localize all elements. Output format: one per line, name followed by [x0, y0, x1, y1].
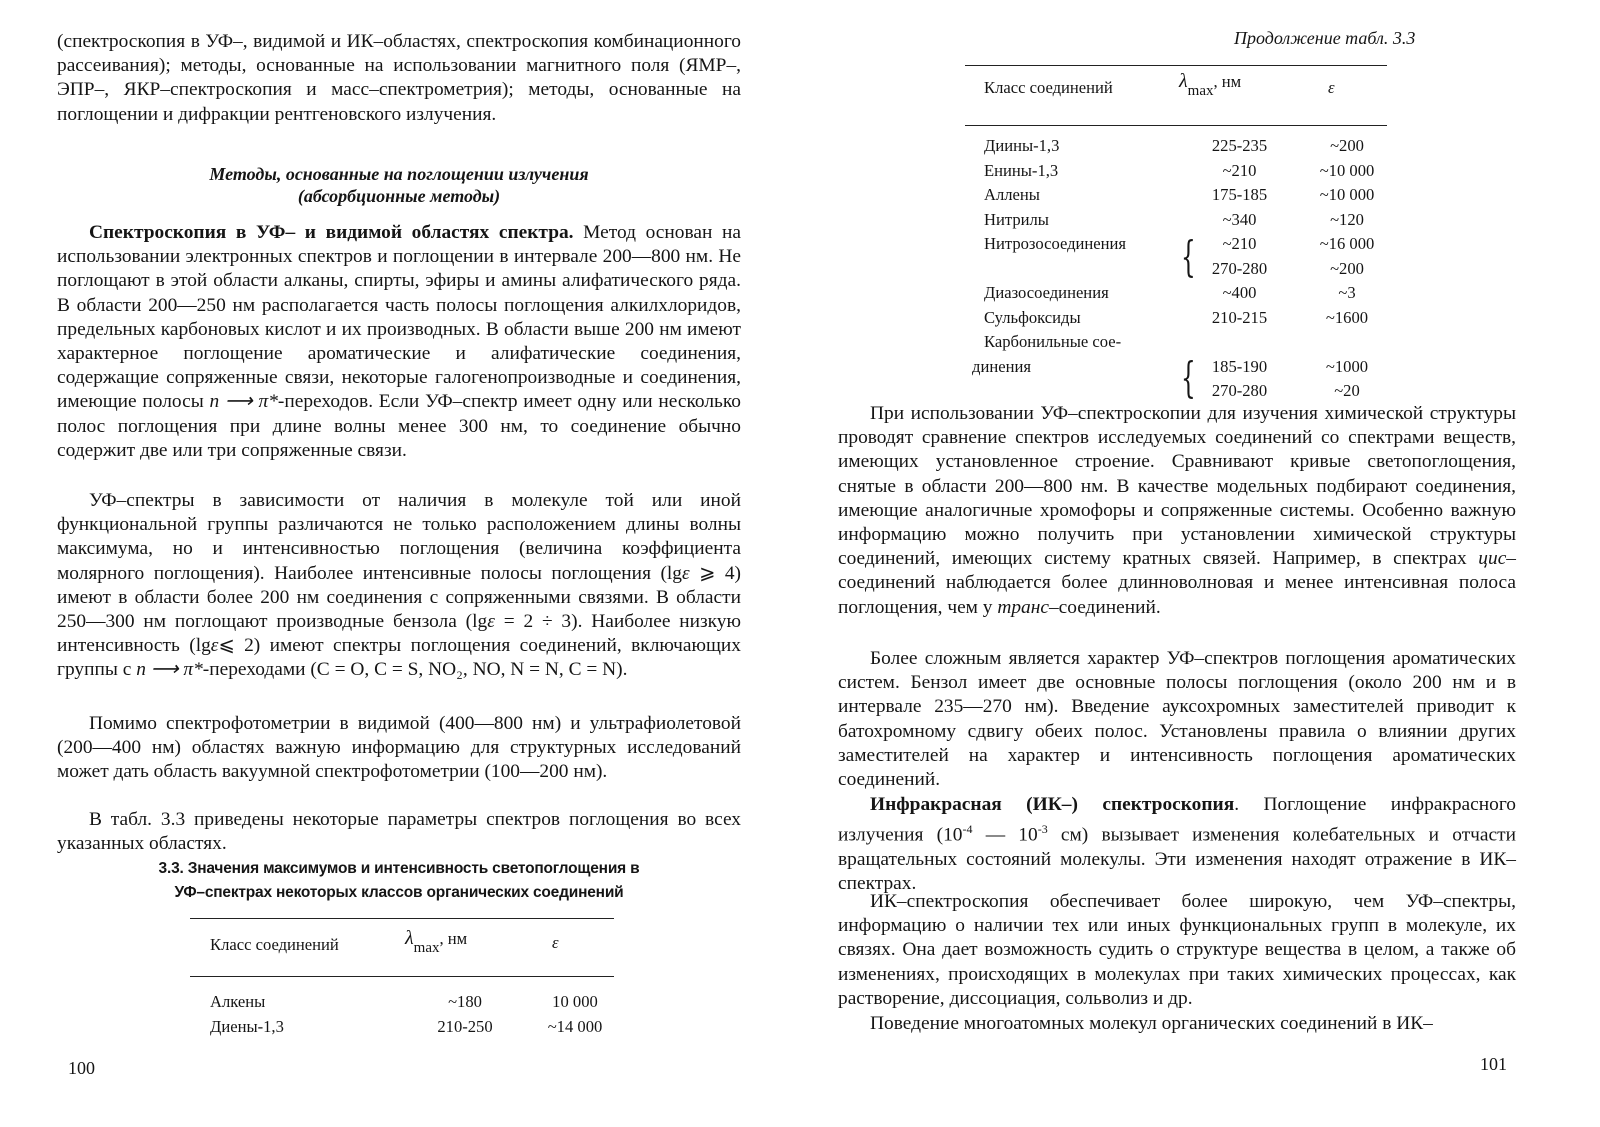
- table-header-class: Класс соединений: [984, 78, 1113, 97]
- class-cell: Нитрозосоединения: [984, 234, 1127, 254]
- class-cell: Нитрилы: [984, 209, 1049, 229]
- last-paragraph: Поведение многоатомных молекул органических соединений в ИК–: [870, 1013, 1433, 1034]
- table-row: [972, 208, 1397, 233]
- eps-cell: [1297, 330, 1397, 355]
- table-row: [210, 1015, 625, 1040]
- transition-symbol: n ⟶ π*: [209, 391, 278, 413]
- table-row: [972, 159, 1397, 184]
- lambda-cell: [1182, 330, 1297, 355]
- cmp-text-a: При использовании УФ–спектроскопии для изучения химической структуры проводят сравнение спектров исследуемых соединений со спектрами веществ, имеющих установленное строение. Сравнивают кривые светопоглощения, снятые в области 200—800 нм. В качестве модельных подбирают соединения, имеющие аналогичные хромофоры и сопряженные системы. Особенно важную информацию можно получить при установлении химической структуры соединений, имеющих систему кратных связей. Например, в спектрах: [838, 403, 1516, 570]
- class-cell: [972, 257, 1182, 282]
- class-cell: Аллены: [984, 185, 1040, 205]
- table-header-lambda: [405, 927, 468, 956]
- eps-cell: ~10 000: [1319, 160, 1375, 180]
- page-number: 101: [1480, 1054, 1507, 1074]
- table-header-rule: [965, 125, 1387, 126]
- uv-spectra-paragraph: [57, 489, 741, 683]
- uv-text-b: -переходов. Если УФ–спектр имеет одну или несколько полос поглощения при длине волны менее 300 нм, то соединение обычно содержит две или три сопряженные связи.: [57, 391, 741, 461]
- table-top-rule: [190, 918, 614, 919]
- cmp-text-b: –соединений наблюдается более длинноволновая и менее интенсивная полоса поглощения, чем у: [838, 548, 1516, 618]
- lambda-subscript: max: [1187, 83, 1214, 99]
- class-cell: [972, 379, 1182, 404]
- table-header-lambda: [1179, 70, 1242, 99]
- ir-info-paragraph: ИК–спектроскопия обеспечивает более широкую, чем УФ–спектры, информацию о наличии тех или иных функциональных групп в молекуле, их связях. Она дает возможность судить о структуре вещества в целом, а также об изменениях, происходящих в молекулах при таких химических процессах, как растворение, диссоциация, сольволиз и др.: [838, 891, 1516, 1009]
- eps-symbol: ε: [210, 635, 219, 657]
- eps-symbol: ε: [487, 611, 495, 633]
- class-cell: Диины-1,3: [984, 136, 1060, 156]
- class-cell: Диены-1,3: [210, 1016, 284, 1036]
- class-cell: Карбонильные сое-: [984, 332, 1122, 352]
- lambda-symbol: λ: [405, 927, 414, 949]
- table-row: [972, 330, 1397, 355]
- uvs-text-b: ⩾ 4) имеют в области более 200 нм соединения с сопряженными связями. В области 250—300 нм поглощают производные бензола (lg: [57, 562, 741, 633]
- cmp-text-c: –соединений.: [1048, 596, 1161, 618]
- page-number: 100: [68, 1058, 95, 1078]
- table-header-eps: ε: [552, 933, 559, 952]
- class-cell: динения: [972, 356, 1031, 376]
- uvs-text-e: -переходами (C = O, C = S, NO₂, NO, N = N, C = N).: [202, 659, 628, 681]
- comparison-paragraph: [838, 402, 1516, 620]
- ir-text-a: . Поглощение инфракрасного излучения (10: [838, 794, 1516, 846]
- lambda-cell: ~340: [1222, 209, 1257, 229]
- eps-cell: ~3: [1338, 283, 1356, 303]
- table-caption-line1: 3.3. Значения максимумов и интенсивность светопоглощения в: [158, 860, 640, 877]
- uv-paragraph: [57, 221, 741, 463]
- uvs-text-c: = 2 ÷ 3). Наиболее низкую интенсивность (lg: [57, 611, 741, 657]
- lambda-cell: ~210: [1222, 160, 1257, 180]
- table-caption-line2: УФ–спектрах некоторых классов органических соединений: [174, 884, 624, 901]
- lambda-unit: , нм: [1213, 72, 1242, 91]
- lambda-cell: 270-280: [1211, 258, 1268, 278]
- eps-cell: ~20: [1334, 381, 1360, 401]
- ir-text-c: см) вызывает изменения колебательных и отчасти вращательных состояний молекулы. Эти изменения находят отражение в ИК–спектрах.: [838, 824, 1516, 895]
- lambda-cell: 185-190: [1211, 356, 1268, 376]
- table-top-rule: [965, 65, 1387, 66]
- ir-exponent: -4: [962, 822, 973, 837]
- table-row: [210, 990, 625, 1015]
- table-row: [972, 306, 1397, 331]
- lambda-cell: ~180: [448, 992, 482, 1012]
- carbonyl-brace: {: [1181, 353, 1196, 402]
- lambda-unit: , нм: [439, 929, 468, 948]
- uv-table: [210, 990, 625, 1039]
- lambda-cell: 270-280: [1211, 381, 1268, 401]
- transition-symbol: n ⟶ π*: [136, 659, 203, 681]
- eps-cell: ~1600: [1325, 307, 1369, 327]
- trans-term: транс: [997, 596, 1049, 618]
- class-cell: Сульфоксиды: [984, 307, 1081, 327]
- eps-cell: ~10 000: [1319, 185, 1375, 205]
- eps-cell: ~1000: [1325, 356, 1369, 376]
- uv-term: Спектроскопия в УФ– и видимой областях спектра.: [89, 222, 574, 243]
- lambda-subscript: max: [413, 940, 440, 956]
- table-row: [972, 281, 1397, 306]
- eps-cell: ~16 000: [1319, 234, 1375, 254]
- section-heading: [57, 163, 741, 207]
- table-header-class: Класс соединений: [210, 935, 339, 954]
- eps-symbol: ε: [682, 562, 690, 584]
- ir-text-b: — 10: [972, 824, 1038, 846]
- uv-text-a: Метод основан на использовании электронных спектров и поглощении в интервале 200—800 нм. Не поглощают в этой области алканы, спирты, эфиры и амины алифатического ряда. В области 200—250 нм располагается часть полосы поглощения алкилхлоридов, предельных карбоновых кислот и их производных. В области выше 200 нм имеют характерное поглощение ароматические и алифатические соединения, содержащие сопряженные связи, некоторые галогенопроизводные и соединения, имеющие полосы: [57, 222, 741, 413]
- aromatic-paragraph: Более сложным является характер УФ–спектров поглощения ароматических систем. Бензол имеет две основные полосы поглощения (около 200 нм и в интервале 235—270 нм). Введение ауксохромных заместителей приводит к батохромному сдвигу обеих полос. Установлены правила о влиянии других заместителей на характер и интенсивность поглощения ароматических соединений.: [838, 648, 1516, 791]
- cis-term: цис: [1478, 548, 1507, 570]
- table-header-rule: [190, 976, 614, 977]
- table-header-eps: ε: [1328, 78, 1335, 97]
- uvs-text-d: ⩽ 2) имеют спектры поглощения соединений, включающих группы с: [57, 635, 741, 681]
- eps-cell: 10 000: [552, 992, 598, 1012]
- eps-cell: ~120: [1330, 209, 1364, 229]
- class-cell: Алкены: [210, 992, 266, 1012]
- uvs-text-a: УФ–спектры в зависимости от наличия в молекуле той или иной функциональной группы различаются не только расположением длины волны максимума, но и интенсивностью поглощения (величина коэффициента молярного поглощения). Наиболее интенсивные полосы поглощения (lg: [57, 490, 741, 584]
- nitroso-brace: {: [1181, 232, 1196, 281]
- continued-label: Продолжение табл. 3.3: [1234, 28, 1416, 48]
- right-page: [800, 0, 1600, 1127]
- eps-cell: ~14 000: [547, 1016, 603, 1036]
- table-ref-paragraph: В табл. 3.3 приведены некоторые параметры спектров поглощения во всех указанных областях.: [57, 809, 741, 855]
- ir-paragraph: [838, 793, 1516, 896]
- section-heading-line1: Методы, основанные на поглощении излучения: [209, 164, 589, 184]
- lambda-cell: ~400: [1222, 283, 1257, 303]
- class-cell: Енины-1,3: [984, 160, 1059, 180]
- section-heading-line2: (абсорбционные методы): [297, 186, 501, 206]
- lambda-cell: 175-185: [1211, 185, 1268, 205]
- ir-term: Инфракрасная (ИК–) спектроскопия: [870, 794, 1235, 815]
- table-row: [972, 134, 1397, 159]
- class-cell: Диазосоединения: [984, 283, 1109, 303]
- table-caption: [57, 857, 741, 905]
- vacuum-paragraph: Помимо спектрофотометрии в видимой (400—800 нм) и ультрафиолетовой (200—400 нм) областях важную информацию для структурных исследований может дать область вакуумной спектрофотометрии (100—200 нм).: [57, 713, 741, 783]
- eps-cell: ~200: [1330, 258, 1364, 278]
- lambda-cell: 210-250: [437, 1016, 493, 1036]
- ir-exponent: -3: [1037, 822, 1048, 837]
- intro-paragraph: (спектроскопия в УФ–, видимой и ИК–областях, спектроскопия комбинационного рассеивания); методы, основанные на использовании магнитного поля (ЯМР–, ЭПР–, ЯКР–спектроскопия и масс–спектрометрия); методы, основанные на поглощении и дифракции рентгеновского излучения.: [57, 31, 741, 125]
- lambda-cell: 210-215: [1211, 307, 1268, 327]
- lambda-cell: ~210: [1222, 234, 1257, 254]
- lambda-cell: 225-235: [1211, 136, 1268, 156]
- eps-cell: ~200: [1330, 136, 1364, 156]
- lambda-symbol: λ: [1179, 70, 1188, 92]
- table-row: [972, 183, 1397, 208]
